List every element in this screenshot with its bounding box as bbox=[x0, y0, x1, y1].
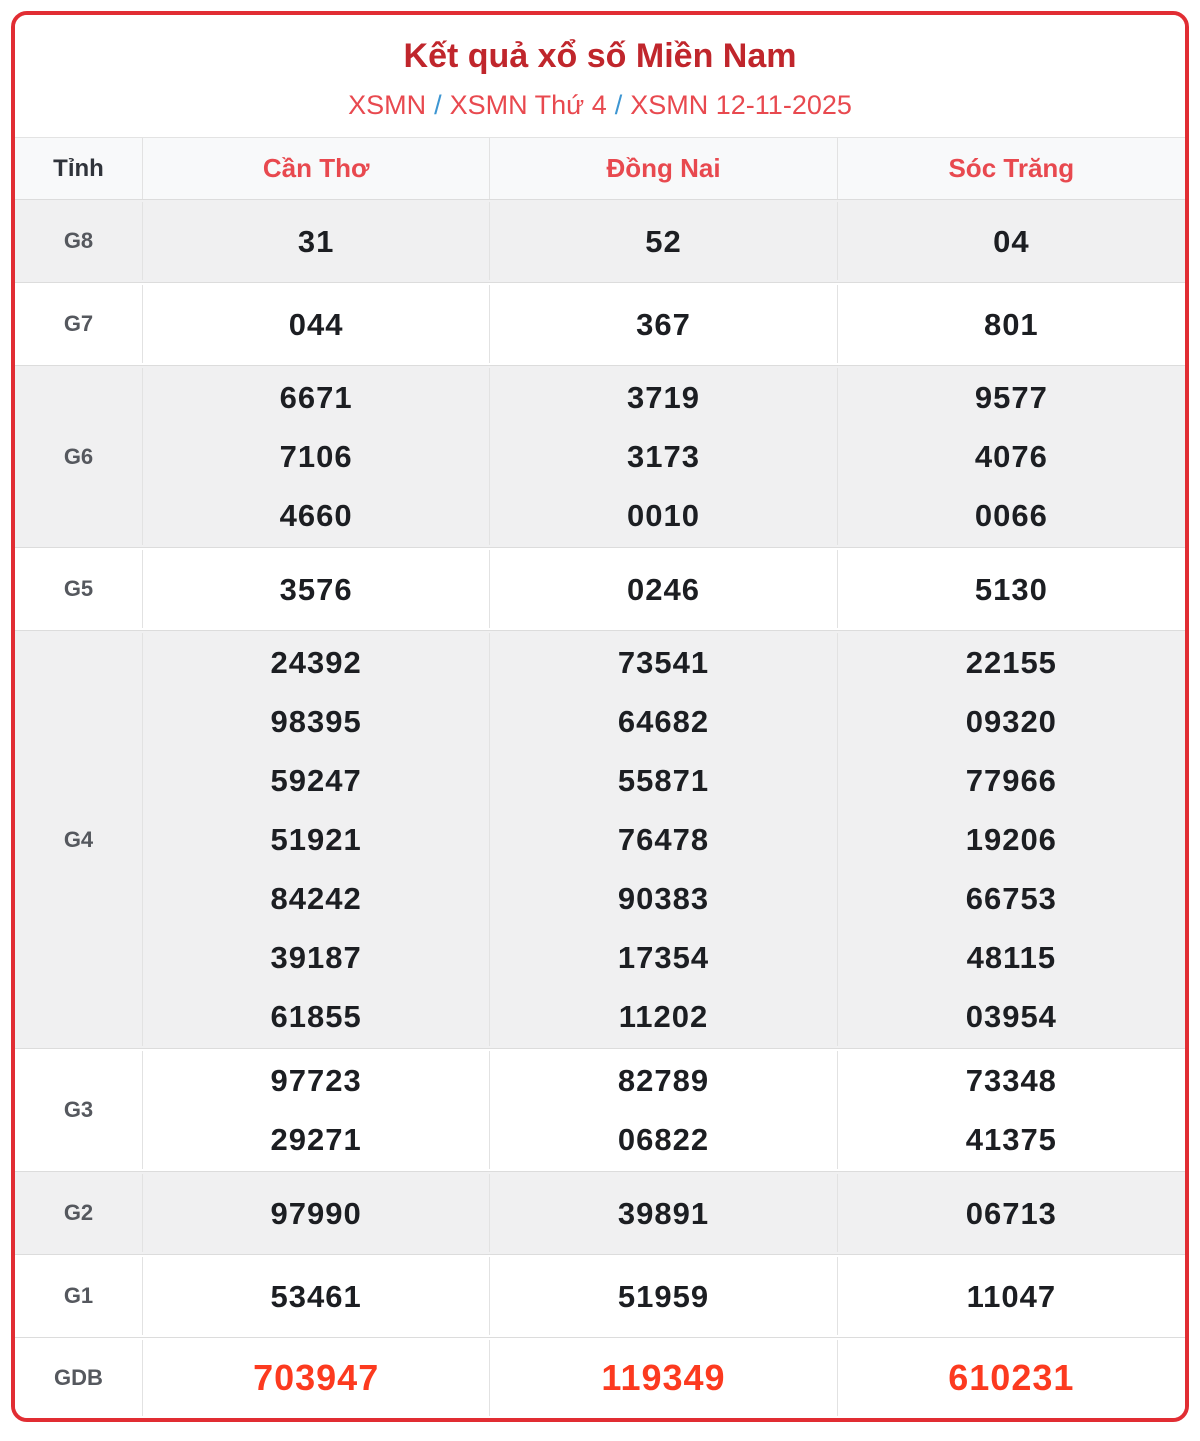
result-number: 48115 bbox=[966, 940, 1057, 975]
table-row bbox=[15, 366, 1185, 548]
table-row bbox=[15, 1338, 1185, 1418]
result-cell bbox=[838, 202, 1185, 280]
result-number: 19206 bbox=[965, 822, 1057, 857]
result-number: 39891 bbox=[617, 1195, 710, 1231]
table-row bbox=[15, 1172, 1185, 1255]
result-cell bbox=[490, 285, 837, 363]
prize-label-cell bbox=[15, 1340, 143, 1416]
result-number: 64682 bbox=[617, 704, 710, 739]
prize-label: G1 bbox=[63, 1283, 94, 1308]
result-cell bbox=[490, 1340, 837, 1416]
result-number: 367 bbox=[636, 306, 691, 342]
corner-header-cell bbox=[15, 138, 143, 199]
result-cell bbox=[143, 1174, 490, 1252]
result-number: 61855 bbox=[270, 999, 362, 1034]
result-cell bbox=[490, 550, 837, 628]
table-row bbox=[15, 1255, 1185, 1338]
result-number: 41375 bbox=[965, 1122, 1057, 1157]
result-number: 59247 bbox=[270, 763, 362, 798]
result-number: 31 bbox=[297, 223, 335, 259]
result-number: 3576 bbox=[279, 571, 353, 607]
province-header-cell bbox=[490, 138, 837, 199]
result-cell bbox=[838, 285, 1185, 363]
result-number: 06713 bbox=[965, 1195, 1057, 1231]
result-number: 610231 bbox=[948, 1357, 1075, 1398]
result-number: 0066 bbox=[974, 498, 1048, 533]
prize-label-cell bbox=[15, 1257, 143, 1335]
results-table bbox=[15, 137, 1185, 1418]
prize-label-cell bbox=[15, 285, 143, 363]
result-number: 11202 bbox=[618, 999, 709, 1034]
result-number: 119349 bbox=[601, 1357, 726, 1398]
result-cell bbox=[143, 633, 490, 1046]
breadcrumb-separator: / bbox=[614, 90, 623, 120]
result-number: 7106 bbox=[279, 439, 353, 474]
result-number: 703947 bbox=[253, 1357, 380, 1398]
result-number: 6671 bbox=[279, 380, 353, 415]
result-number: 77966 bbox=[965, 763, 1057, 798]
result-number: 03954 bbox=[965, 999, 1057, 1034]
result-cell bbox=[143, 285, 490, 363]
result-number: 801 bbox=[983, 306, 1039, 342]
province-link[interactable]: Đồng Nai bbox=[606, 153, 721, 183]
result-cell bbox=[838, 633, 1185, 1046]
result-number: 97723 bbox=[270, 1063, 362, 1098]
table-row bbox=[15, 283, 1185, 366]
result-cell bbox=[490, 1051, 837, 1169]
province-header-cell bbox=[143, 138, 490, 199]
card-header bbox=[15, 15, 1185, 137]
lottery-results-card bbox=[11, 11, 1189, 1422]
result-number: 66753 bbox=[965, 881, 1057, 916]
result-cell bbox=[143, 202, 490, 280]
breadcrumb-separator: / bbox=[434, 90, 442, 120]
result-number: 98395 bbox=[270, 704, 362, 739]
result-number: 51959 bbox=[617, 1278, 710, 1314]
result-cell bbox=[838, 1340, 1185, 1416]
table-row bbox=[15, 548, 1185, 631]
result-number: 90383 bbox=[617, 881, 710, 916]
breadcrumb-link[interactable]: XSMN 12-11-2025 bbox=[630, 90, 852, 120]
result-cell bbox=[143, 368, 490, 545]
page-title: Kết quả xổ số Miền Nam bbox=[403, 37, 797, 75]
result-number: 84242 bbox=[270, 881, 362, 916]
result-number: 29271 bbox=[270, 1122, 362, 1157]
prize-label: G2 bbox=[63, 1200, 94, 1225]
prize-label: G5 bbox=[63, 576, 94, 601]
result-number: 06822 bbox=[617, 1122, 710, 1157]
result-number: 53461 bbox=[270, 1278, 362, 1314]
result-number: 39187 bbox=[270, 940, 362, 975]
prize-label-cell bbox=[15, 202, 143, 280]
table-row bbox=[15, 1049, 1185, 1172]
prize-label: GDB bbox=[54, 1365, 103, 1390]
prize-label: G6 bbox=[63, 443, 94, 469]
result-cell bbox=[490, 1174, 837, 1252]
prize-label-cell bbox=[15, 550, 143, 628]
result-number: 4660 bbox=[279, 498, 353, 533]
result-cell bbox=[490, 202, 837, 280]
result-number: 4076 bbox=[974, 439, 1048, 474]
result-number: 73541 bbox=[617, 645, 710, 680]
result-number: 09320 bbox=[965, 704, 1057, 739]
prize-label-cell bbox=[15, 1174, 143, 1252]
result-number: 82789 bbox=[617, 1063, 710, 1098]
result-number: 04 bbox=[993, 223, 1030, 259]
result-cell bbox=[490, 1257, 837, 1335]
prize-label: G3 bbox=[63, 1097, 94, 1122]
result-number: 51921 bbox=[270, 822, 362, 857]
table-header-row bbox=[15, 138, 1185, 200]
result-number: 3173 bbox=[627, 439, 700, 474]
result-number: 5130 bbox=[974, 571, 1048, 607]
result-cell bbox=[838, 1257, 1185, 1335]
result-cell bbox=[490, 368, 837, 545]
result-cell bbox=[143, 550, 490, 628]
breadcrumb-link[interactable]: XSMN bbox=[348, 90, 427, 120]
result-number: 24392 bbox=[270, 645, 362, 680]
result-number: 0246 bbox=[627, 571, 700, 607]
result-number: 17354 bbox=[617, 940, 710, 975]
breadcrumb-link[interactable]: XSMN Thứ 4 bbox=[449, 90, 607, 120]
table-row bbox=[15, 200, 1185, 283]
result-number: 22155 bbox=[965, 645, 1057, 680]
prize-label-cell bbox=[15, 368, 143, 545]
province-link[interactable]: Sóc Trăng bbox=[948, 153, 1075, 183]
result-cell bbox=[143, 1257, 490, 1335]
breadcrumb bbox=[15, 90, 1185, 121]
result-cell bbox=[838, 550, 1185, 628]
province-link[interactable]: Cần Thơ bbox=[262, 153, 370, 183]
prize-label: G7 bbox=[63, 311, 94, 336]
result-number: 73348 bbox=[965, 1063, 1057, 1098]
result-number: 0010 bbox=[627, 498, 700, 533]
corner-label: Tỉnh bbox=[53, 154, 104, 182]
result-number: 044 bbox=[288, 306, 344, 342]
prize-label: G8 bbox=[63, 228, 94, 253]
result-number: 76478 bbox=[617, 822, 710, 857]
result-cell bbox=[838, 1174, 1185, 1252]
prize-label-cell bbox=[15, 633, 143, 1046]
result-cell bbox=[143, 1340, 490, 1416]
prize-label: G4 bbox=[63, 826, 94, 852]
result-number: 97990 bbox=[270, 1195, 362, 1231]
result-cell bbox=[838, 1051, 1185, 1169]
prize-label-cell bbox=[15, 1051, 143, 1169]
result-number: 9577 bbox=[974, 380, 1048, 415]
result-number: 11047 bbox=[966, 1278, 1057, 1314]
result-number: 3719 bbox=[627, 380, 700, 415]
table-row bbox=[15, 631, 1185, 1049]
result-number: 52 bbox=[645, 223, 682, 259]
result-cell bbox=[838, 368, 1185, 545]
result-cell bbox=[490, 633, 837, 1046]
result-number: 55871 bbox=[617, 763, 710, 798]
province-header-cell bbox=[838, 138, 1185, 199]
result-cell bbox=[143, 1051, 490, 1169]
